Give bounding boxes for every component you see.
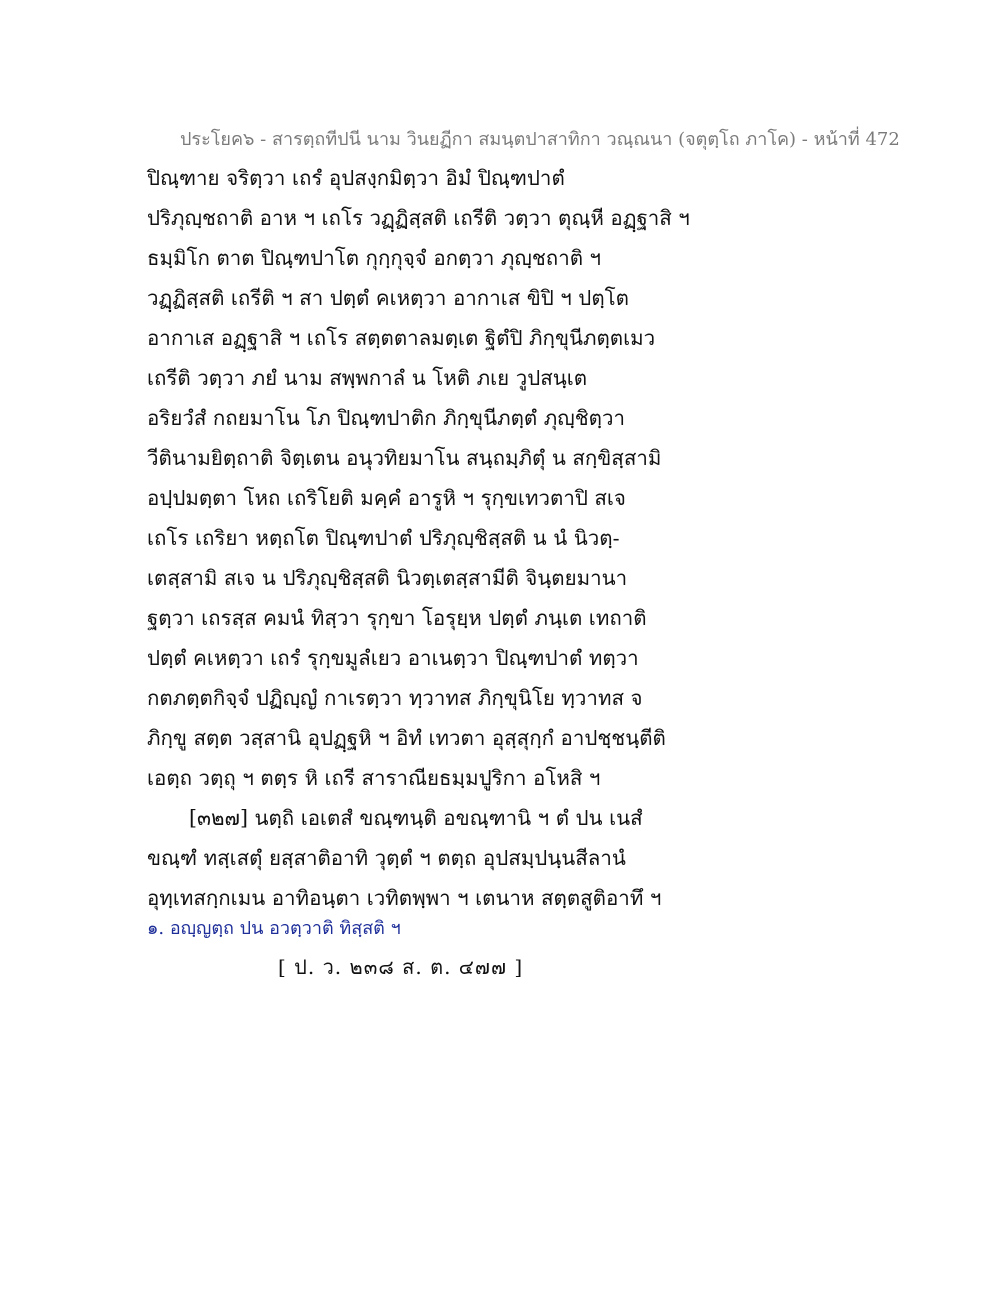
text-line: กตภตฺตกิจฺจํ ปฏิญฺญํ กาเรตฺวา ทฺวาทส ภิกฺขุนิโย ทฺวาทส จ (147, 686, 643, 710)
text-line: อากาเส อฏฺฐาสิ ฯ เถโร สตฺตตาลมตฺเต ฐิตํปิ ภิกฺขุนีภตฺตเมว (147, 326, 656, 350)
text-line: ปิณฺฑาย จริตฺวา เถรํ อุปสงฺกมิตฺวา อิมํ ปิณฺฑปาตํ (147, 166, 565, 190)
text-line: เถโร เถริยา หตฺถโต ปิณฺฑปาตํ ปริภุญฺชิสฺสติ น นํ นิวตฺ- (147, 526, 620, 550)
text-line: ขณฺฑํ ทสฺเสตุํ ยสฺสาติอาทิ วุตฺตํ ฯ ตตฺถ อุปสมฺปนฺนสีลานํ (147, 846, 626, 870)
text-line: ฐตฺวา เถรสฺส คมนํ ทิสฺวา รุกฺขา โอรุยฺห ปตฺตํ ภนฺเต เทถาติ (147, 606, 647, 630)
text-line: อุทฺเทสกฺกเมน อาทิอนฺตา เวทิตพฺพา ฯ เตนาห สตฺตสูติอาทึ ฯ (147, 886, 662, 910)
text-line: อปฺปมตฺตา โหถ เถริโยติ มคฺคํ อารูหิ ฯ รุกฺขเทวตาปิ สเจ (147, 486, 626, 510)
text-line: อริยวํสํ กถยมาโน โภ ปิณฺฑปาติก ภิกฺขุนีภตฺตํ ภุญฺชิตฺวา (147, 406, 625, 430)
text-line: ปริภุญฺชถาติ อาห ฯ เถโร วฏฺฏิสฺสติ เถรีติ วตฺวา ตุณฺหี อฏฺฐาสิ ฯ (147, 206, 690, 230)
running-header: ประโยค๖ - สารตฺถทีปนี นาม วินยฏีกา สมนฺตปาสาทิกา วณฺณนา (จตุตฺโถ ภาโค) - หน้าที่ 472 (180, 129, 900, 150)
text-line: วีตินามยิตฺถาติ จิตฺเตน อนุวทิยมาโน สนฺถมฺภิตุํ น สกฺขิสฺสามิ (147, 446, 662, 470)
page-reference: [ ป. ว. ๒๓๘ ส. ต. ๔๗๗ ] (278, 955, 524, 979)
text-line: ธมฺมิโก ตาต ปิณฺฑปาโต กุกฺกุจฺจํ อกตฺวา ภุญฺชถาติ ฯ (147, 246, 602, 270)
text-line: เอตฺถ วตฺถุ ฯ ตตฺร หิ เถรี สาราณียธมฺมปูริกา อโหสิ ฯ (147, 766, 601, 790)
text-line: ภิกฺขู สตฺต วสฺสานิ อุปฏฺฐหิ ฯ อิทํ เทวตา อุสฺสุกฺกํ อาปชฺชนฺตีติ (147, 726, 666, 750)
text-line: ปตฺตํ คเหตฺวา เถรํ รุกฺขมูลํเยว อาเนตฺวา ปิณฺฑปาตํ ทตฺวา (147, 646, 639, 670)
paragraph-start-line: [๓๒๗] นตฺถิ เอเตสํ ขณฺฑนฺติ อขณฺฑานิ ฯ ตํ ปน เนสํ (189, 806, 643, 830)
footnote: ๑. อญฺญตฺถ ปน อวตฺวาติ ทิสฺสติ ฯ (147, 918, 401, 939)
text-line: เตสฺสามิ สเจ น ปริภุญฺชิสฺสติ นิวตฺเตสฺสามีติ จินฺตยมานา (147, 566, 628, 590)
text-line: วฏฺฏิสฺสติ เถรีติ ฯ สา ปตฺตํ คเหตฺวา อากาเส ขิปิ ฯ ปตฺโต (147, 286, 629, 310)
text-line: เถรีติ วตฺวา ภยํ นาม สพฺพกาลํ น โหติ ภเย วูปสนฺเต (147, 366, 588, 390)
body-text (147, 158, 707, 918)
